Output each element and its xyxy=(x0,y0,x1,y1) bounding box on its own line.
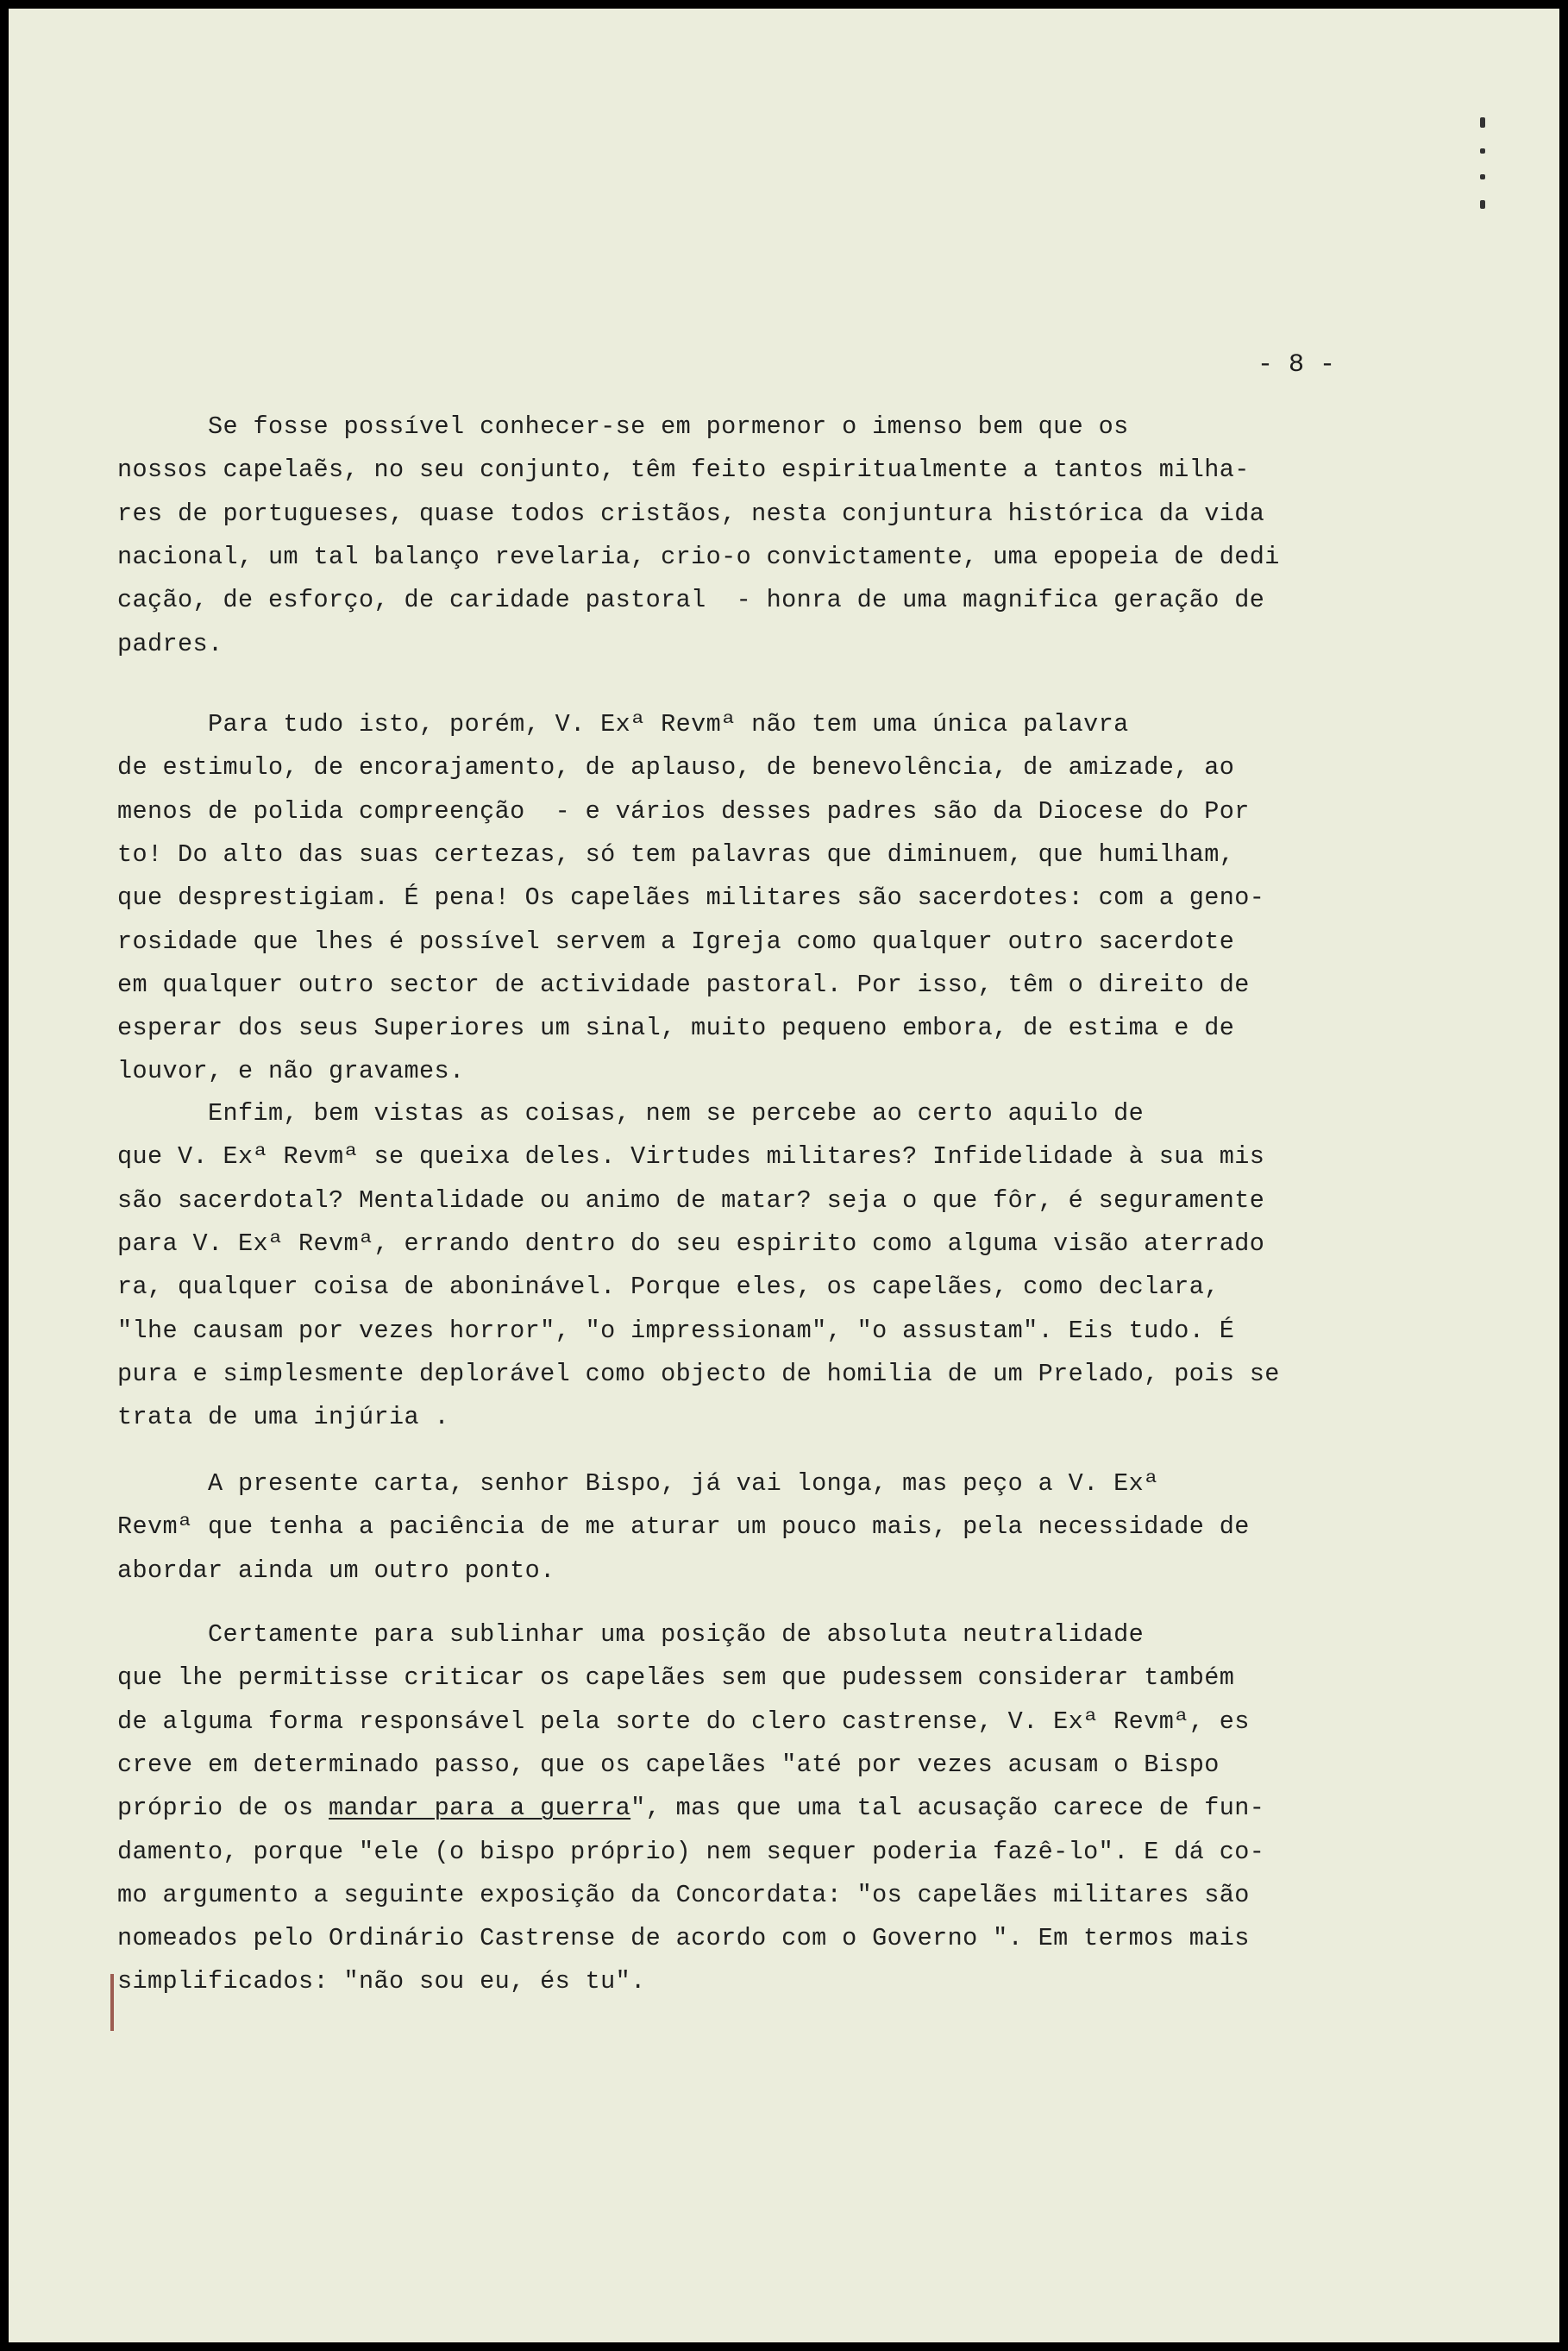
text-line: trata de uma injúria . xyxy=(117,1403,450,1431)
underlined-phrase: mandar para a guerra xyxy=(329,1794,631,1822)
text-line: rosidade que lhes é possível servem a Igreja como qualquer outro sacerdote xyxy=(117,927,1235,956)
text-line: Se fosse possível conhecer-se em pormenor o imenso bem que os xyxy=(117,412,1129,441)
text-line: nossos capelaẽs, no seu conjunto, têm feito espiritualmente a tantos milha- xyxy=(117,456,1250,484)
text-line: "lhe causam por vezes horror", "o impressionam", "o assustam". Eis tudo. É xyxy=(117,1317,1235,1345)
text-line: são sacerdotal? Mentalidade ou animo de matar? seja o que fôr, é seguramente xyxy=(117,1186,1265,1215)
text-line: para V. Exª Revmª, errando dentro do seu espirito como alguma visão aterrado xyxy=(117,1229,1265,1258)
text-line: que desprestigiam. É pena! Os capelães militares são sacerdotes: com a geno- xyxy=(117,883,1265,912)
text-line: louvor, e não gravames. xyxy=(117,1057,465,1085)
text-line: ra, qualquer coisa de aboninável. Porque eles, os capelães, como declara, xyxy=(117,1273,1220,1301)
text-line: nomeados pelo Ordinário Castrense de acordo com o Governo ". Em termos mais xyxy=(117,1924,1250,1952)
text-line: damento, porque "ele (o bispo próprio) nem sequer poderia fazê-lo". E dá co- xyxy=(117,1838,1265,1866)
text-line: em qualquer outro sector de actividade pastoral. Por isso, têm o direito de xyxy=(117,971,1250,999)
text-line: Enfim, bem vistas as coisas, nem se percebe ao certo aquilo de xyxy=(117,1099,1145,1128)
text-line: Revmª que tenha a paciência de me aturar um pouco mais, pela necessidade de xyxy=(117,1512,1250,1541)
text-line: menos de polida compreenção - e vários desses padres são da Diocese do Por xyxy=(117,797,1250,826)
text-line: res de portugueses, quase todos cristãos, nesta conjuntura histórica da vida xyxy=(117,500,1265,528)
text-line: padres. xyxy=(117,630,223,658)
text-line: que lhe permitisse criticar os capelães sem que pudessem considerar também xyxy=(117,1663,1235,1692)
text-line: simplificados: "não sou eu, és tu". xyxy=(117,1967,646,1996)
text-line: A presente carta, senhor Bispo, já vai longa, mas peço a V. Exª xyxy=(117,1469,1159,1498)
text-line: que V. Exª Revmª se queixa deles. Virtudes militares? Infidelidade à sua mis xyxy=(117,1142,1265,1171)
text-line: Certamente para sublinhar uma posição de absoluta neutralidade xyxy=(117,1620,1145,1649)
typed-letter-page xyxy=(9,9,1559,2342)
text-line: esperar dos seus Superiores um sinal, muito pequeno embora, de estima e de xyxy=(117,1014,1235,1042)
text-line: nacional, um tal balanço revelaria, crio-o convictamente, uma epopeia de dedi xyxy=(117,543,1280,571)
page-number: - 8 - xyxy=(1258,350,1336,380)
text-line: de estimulo, de encorajamento, de aplauso, de benevolência, de amizade, ao xyxy=(117,753,1235,782)
text-line: próprio de os mandar para a guerra", mas que uma tal acusação carece de fun- xyxy=(117,1794,1265,1822)
edge-punch-marks xyxy=(1477,117,1490,221)
text-line: cação, de esforço, de caridade pastoral - honra de uma magnifica geração de xyxy=(117,586,1265,614)
text-line: mo argumento a seguinte exposição da Concordata: "os capelães militares são xyxy=(117,1881,1250,1909)
text-line: de alguma forma responsável pela sorte do clero castrense, V. Exª Revmª, es xyxy=(117,1707,1250,1736)
text-line: abordar ainda um outro ponto. xyxy=(117,1556,555,1585)
text-line: pura e simplesmente deplorável como objecto de homilia de um Prelado, pois se xyxy=(117,1360,1280,1388)
text-line: creve em determinado passo, que os capelães "até por vezes acusam o Bispo xyxy=(117,1751,1220,1779)
text-line: Para tudo isto, porém, V. Exª Revmª não tem uma única palavra xyxy=(117,710,1129,739)
margin-mark xyxy=(110,1974,114,2031)
text-line: to! Do alto das suas certezas, só tem palavras que diminuem, que humilham, xyxy=(117,840,1235,869)
